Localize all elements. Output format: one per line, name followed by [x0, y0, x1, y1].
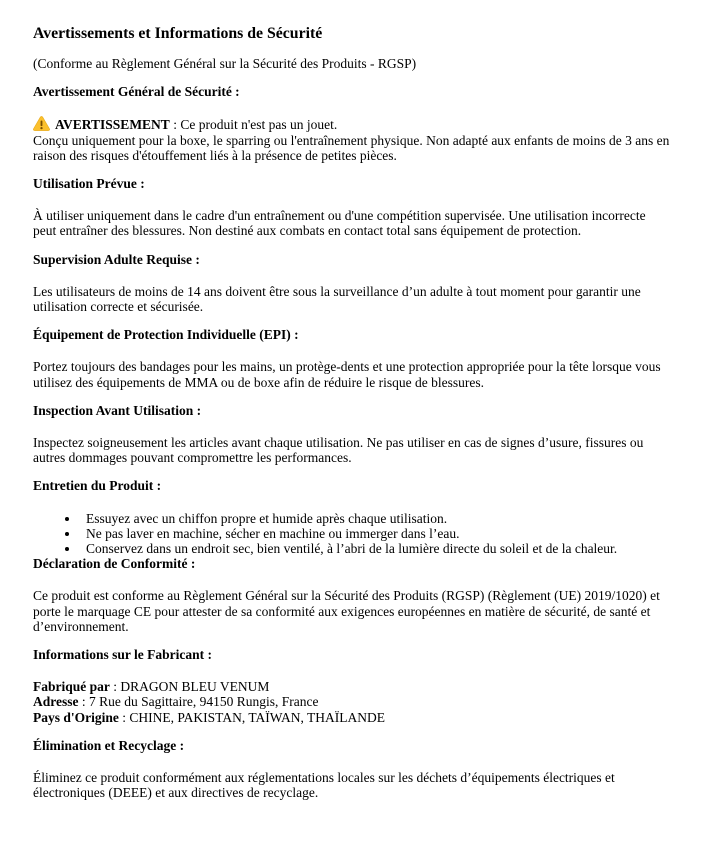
section-heading-conformity: Déclaration de Conformité : — [33, 556, 196, 572]
section-heading-manufacturer: Informations sur le Fabricant : — [33, 647, 212, 663]
address-label: Adresse — [33, 694, 79, 710]
section-heading-inspection: Inspection Avant Utilisation : — [33, 402, 202, 418]
subtitle: (Conforme au Règlement Général sur la Sécurité des Produits - RGSP) — [33, 56, 417, 71]
conformity-paragraph: Ce produit est conforme au Règlement Général sur la Sécurité des Produits (RGSP) (Règlement (UE) 2019/1020) et porte le marquage CE pour attester de sa conformité aux exigences européennes en matière de sécurité, de santé et d’environnement. — [33, 588, 660, 634]
recycling-paragraph: Éliminez ce produit conformément aux réglementations locales sur les déchets d’équipements électriques et électroniques (DEEE) et aux directives de recyclage. — [33, 770, 615, 801]
page-title: Avertissements et Informations de Sécurité — [33, 25, 323, 42]
section-heading-usage: Utilisation Prévue : — [33, 176, 145, 192]
supervision-paragraph: Les utilisateurs de moins de 14 ans doivent être sous la surveillance d’un adulte à tout moment pour garantir une utilisation correcte et sécurisée. — [33, 283, 641, 315]
section-heading-maintenance: Entretien du Produit : — [33, 478, 162, 494]
maintenance-list — [33, 511, 672, 557]
inspection-paragraph: Inspectez soigneusement les articles avant chaque utilisation. Ne pas utiliser en cas de signes d’usure, fissures ou autres dommages pouvant compromettre les performances. — [33, 435, 644, 466]
origin-value: : CHINE, PAKISTAN, TAÏWAN, THAÏLANDE — [118, 709, 385, 725]
section-heading-supervision: Supervision Adulte Requise : — [33, 251, 200, 267]
manufacturer-block — [33, 679, 672, 725]
section-heading-general-warning: Avertissement Général de Sécurité : — [33, 84, 240, 100]
warning-lead: : Ce produit n'est pas un jouet. — [169, 117, 338, 133]
list-item: • Essuyez avec un chiffon propre et humide après chaque utilisation. — [80, 511, 672, 526]
address-value: : 7 Rue du Sagittaire, 94150 Rungis, France — [78, 694, 319, 710]
warning-icon — [33, 116, 50, 131]
made-by-label: Fabriqué par — [33, 679, 110, 695]
origin-label: Pays d'Origine — [33, 709, 119, 725]
warning-body: Conçu uniquement pour la boxe, le sparring ou l'entraînement physique. Non adapté aux enfants de moins de 3 ans en raison des risques d'étouffement liés à la présence de petites pièces. — [33, 132, 670, 163]
section-heading-epi: Équipement de Protection Individuelle (EPI) : — [33, 327, 299, 343]
list-item: • Ne pas laver en machine, sécher en machine ou immerger dans l’eau. — [80, 526, 672, 541]
usage-paragraph: À utiliser uniquement dans le cadre d'un entraînement ou d'une compétition supervisée. Une utilisation incorrecte peut entraîner des blessures. Non destiné aux combats en contact total sans équipement de protection. — [33, 208, 646, 239]
general-warning-paragraph — [33, 116, 672, 163]
section-heading-recycling: Élimination et Recyclage : — [33, 737, 185, 753]
list-item: • Conservez dans un endroit sec, bien ventilé, à l’abri de la lumière directe du soleil et de la chaleur. — [80, 541, 672, 556]
warning-label: AVERTISSEMENT — [55, 117, 170, 133]
made-by-value: : DRAGON BLEU VENUM — [109, 679, 270, 695]
epi-paragraph: Portez toujours des bandages pour les mains, un protège-dents et une protection appropriée pour la tête lorsque vous utilisez des équipements de MMA ou de boxe afin de réduire le risque de blessures. — [33, 359, 661, 390]
